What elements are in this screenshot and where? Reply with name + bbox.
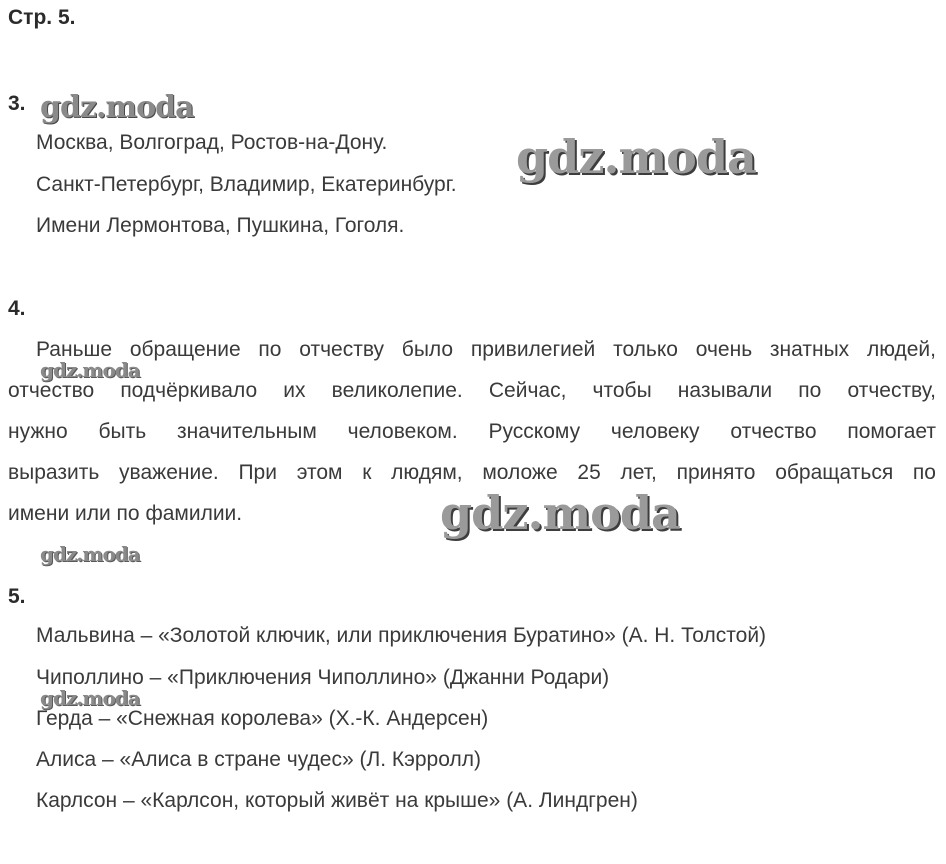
watermark-logo: gdz.moda <box>440 486 680 540</box>
task-5-line-2: Чиполлино – «Приключения Чиполлино» (Джанни Родари) <box>36 666 610 689</box>
task-4-line-5: имени или по фамилии. <box>8 502 243 525</box>
task-3-number: 3. <box>8 92 26 115</box>
task-4-line-1: Раньше обращение по отчеству было привилегией только очень знатных людей, <box>36 338 936 361</box>
task-3-line-1: Москва, Волгоград, Ростов-на-Дону. <box>36 131 388 154</box>
watermark-logo: gdz.moda <box>40 686 140 710</box>
watermark-logo: gdz.moda <box>40 542 140 566</box>
watermark-logo: gdz.moda <box>40 358 140 382</box>
task-5-number: 5. <box>8 585 26 608</box>
task-5-line-4: Алиса – «Алиса в стране чудес» (Л. Кэрролл) <box>36 748 481 771</box>
task-4-number: 4. <box>8 297 26 320</box>
task-5-line-1: Мальвина – «Золотой ключик, или приключения Буратино» (А. Н. Толстой) <box>36 624 767 647</box>
task-4-line-4: выразить уважение. При этом к людям, моложе 25 лет, принято обращаться по <box>8 461 936 484</box>
task-5-line-3: Герда – «Снежная королева» (Х.-К. Андерсен) <box>36 707 489 730</box>
task-5-line-5: Карлсон – «Карлсон, который живёт на крыше» (А. Линдгрен) <box>36 789 638 812</box>
task-3-line-3: Имени Лермонтова, Пушкина, Гоголя. <box>36 214 405 237</box>
task-3-line-2: Санкт-Петербург, Владимир, Екатеринбург. <box>36 173 457 196</box>
task-4-line-2: отчество подчёркивало их великолепие. Сейчас, чтобы называли по отчеству, <box>8 379 936 402</box>
page-header: Стр. 5. <box>8 6 76 29</box>
task-4-line-3: нужно быть значительным человеком. Русскому человеку отчество помогает <box>8 420 936 443</box>
watermark-logo: gdz.moda <box>40 90 194 125</box>
watermark-logo: gdz.moda <box>516 130 756 184</box>
